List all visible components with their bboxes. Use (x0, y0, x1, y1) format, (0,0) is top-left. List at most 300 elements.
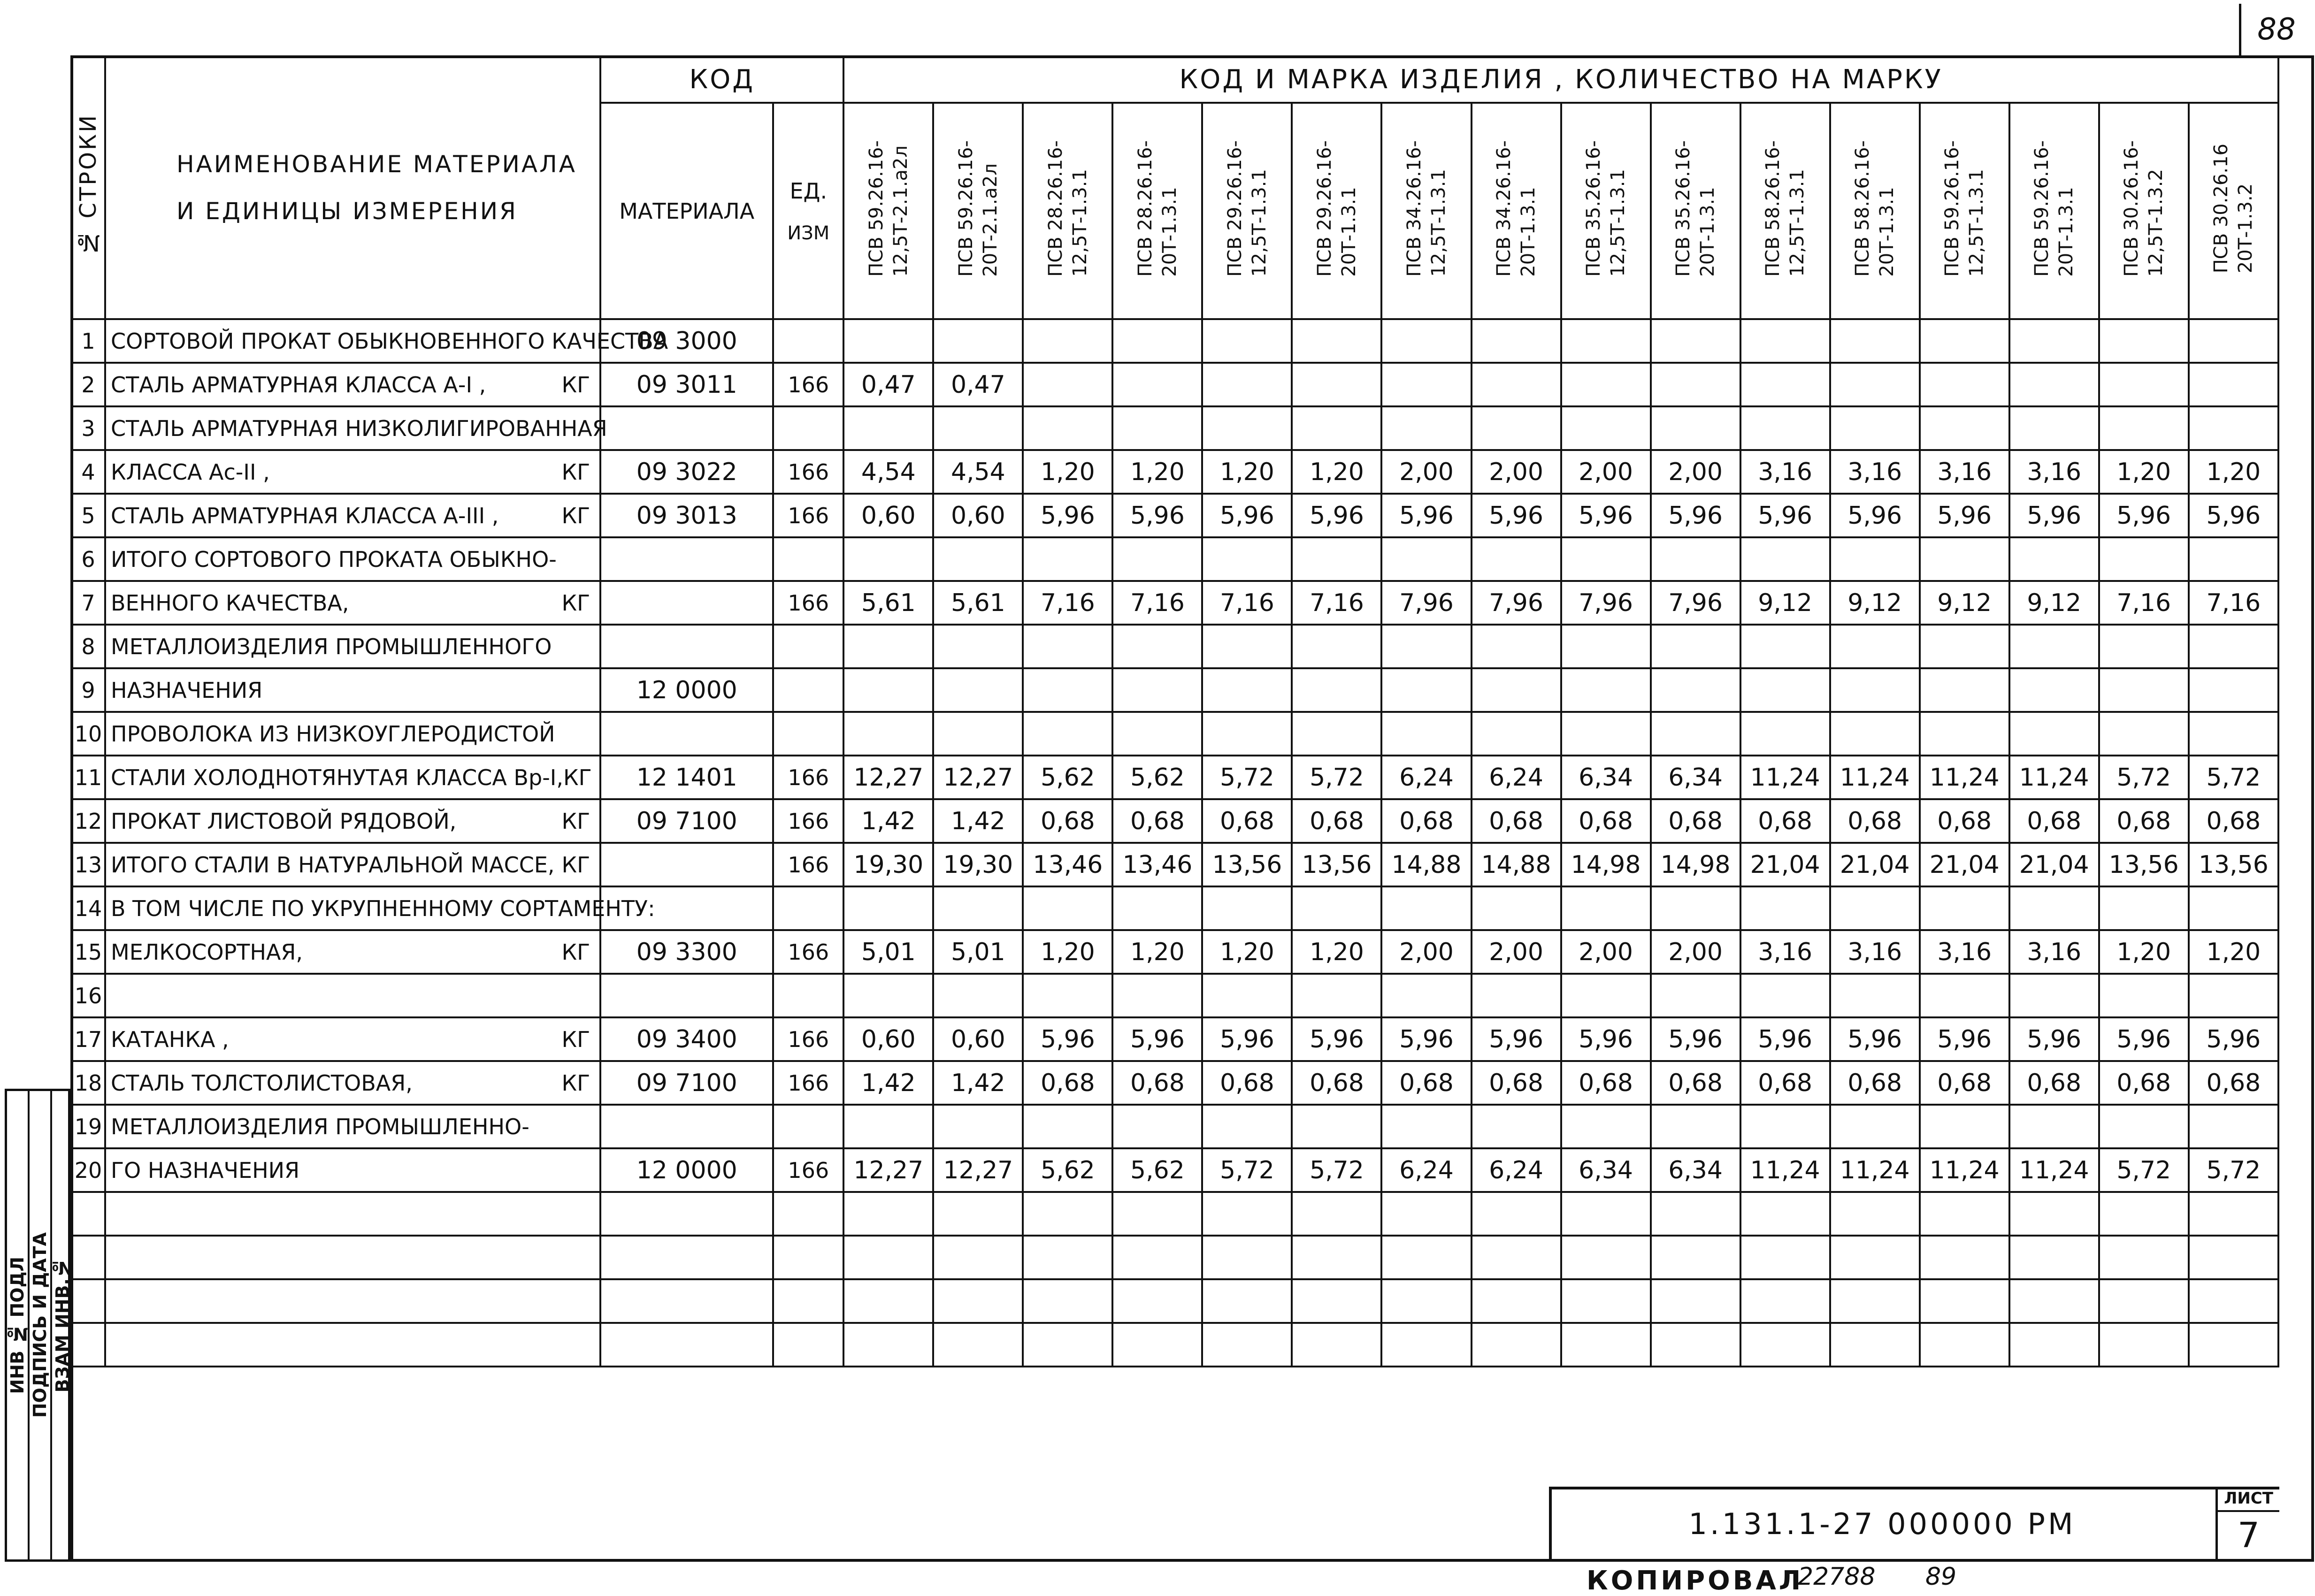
product-header: ПСВ 28.26.16- 12,5Т-1.3.1 (1023, 103, 1112, 319)
table-row (71, 363, 2278, 406)
empty-cell (1112, 1279, 1202, 1323)
material-code (600, 406, 773, 450)
empty-cell (1651, 1323, 1740, 1367)
empty-cell (1740, 1279, 1830, 1323)
quantity-cell: 3,16 (1830, 450, 1920, 494)
quantity-cell (1112, 319, 1202, 363)
quantity-cell: 3,16 (1830, 930, 1920, 974)
quantity-cell: 7,96 (1381, 581, 1471, 625)
quantity-cell: 9,12 (1830, 581, 1920, 625)
material-code: 09 3000 (600, 319, 773, 363)
quantity-cell: 5,72 (1202, 756, 1292, 799)
table-row (71, 668, 2278, 712)
row-number: 4 (71, 450, 105, 494)
quantity-cell (1740, 625, 1830, 668)
quantity-cell (1202, 1105, 1292, 1148)
unit-code: 166 (773, 930, 843, 974)
product-header: ПСВ 59.26.16- 12,5Т-2.1.а2л (843, 103, 933, 319)
quantity-cell: 2,00 (1651, 450, 1740, 494)
quantity-cell: 5,96 (1381, 1017, 1471, 1061)
quantity-cell (1740, 668, 1830, 712)
empty-cell (1381, 1236, 1471, 1279)
quantity-cell: 0,68 (1561, 799, 1651, 843)
material-name: КЛАССА Ас-II , (111, 459, 270, 485)
empty-cell (1023, 1236, 1112, 1279)
quantity-cell (1112, 668, 1202, 712)
quantity-cell (1381, 886, 1471, 930)
quantity-cell (1292, 886, 1381, 930)
row-number: 6 (71, 537, 105, 581)
empty-cell (1920, 1279, 2009, 1323)
quantity-cell: 5,01 (843, 930, 933, 974)
unit-code: 166 (773, 799, 843, 843)
quantity-cell (2009, 1105, 2099, 1148)
quantity-cell: 0,68 (1112, 1061, 1202, 1105)
quantity-cell: 2,00 (1381, 930, 1471, 974)
material-name-cell (105, 494, 600, 537)
material-name: ИТОГО СТАЛИ В НАТУРАЛЬНОЙ МАССЕ, (111, 852, 555, 878)
row-number: 5 (71, 494, 105, 537)
quantity-cell: 7,16 (2189, 581, 2278, 625)
quantity-cell (933, 712, 1023, 756)
material-code: 09 3011 (600, 363, 773, 406)
quantity-cell: 2,00 (1651, 930, 1740, 974)
material-code: 12 0000 (600, 668, 773, 712)
quantity-cell: 1,20 (1202, 450, 1292, 494)
quantity-cell: 11,24 (1920, 756, 2009, 799)
quantity-cell: 5,62 (1112, 1148, 1202, 1192)
quantity-cell (2099, 668, 2189, 712)
quantity-cell: 0,68 (1740, 799, 1830, 843)
quantity-cell (843, 319, 933, 363)
row-number: 20 (71, 1148, 105, 1192)
empty-cell (1381, 1323, 1471, 1367)
material-name-cell (105, 930, 600, 974)
quantity-cell: 5,96 (1651, 1017, 1740, 1061)
quantity-cell (1023, 712, 1112, 756)
quantity-cell (1830, 363, 1920, 406)
quantity-cell: 5,96 (1202, 494, 1292, 537)
empty-cell (773, 1323, 843, 1367)
empty-cell (71, 1192, 105, 1236)
quantity-cell (2189, 886, 2278, 930)
empty-cell (105, 1323, 600, 1367)
quantity-cell: 5,01 (933, 930, 1023, 974)
quantity-cell (2189, 712, 2278, 756)
quantity-cell: 5,72 (2189, 1148, 2278, 1192)
table-row (71, 537, 2278, 581)
quantity-cell: 5,62 (1023, 1148, 1112, 1192)
quantity-cell (1112, 625, 1202, 668)
table-row (71, 450, 2278, 494)
quantity-cell: 1,20 (1023, 930, 1112, 974)
quantity-cell (2009, 886, 2099, 930)
material-name-cell (105, 1148, 600, 1192)
row-number: 8 (71, 625, 105, 668)
empty-cell (1292, 1323, 1381, 1367)
empty-cell (1651, 1279, 1740, 1323)
quantity-cell (1561, 406, 1651, 450)
quantity-cell: 5,72 (2189, 756, 2278, 799)
row-number: 15 (71, 930, 105, 974)
quantity-cell (1561, 886, 1651, 930)
quantity-cell (933, 319, 1023, 363)
quantity-cell: 5,61 (843, 581, 933, 625)
quantity-cell: 5,96 (1023, 1017, 1112, 1061)
material-unit: КГ (561, 939, 590, 965)
unit-code: 166 (773, 756, 843, 799)
quantity-cell (1381, 537, 1471, 581)
material-code (600, 843, 773, 886)
quantity-cell (933, 537, 1023, 581)
product-header: ПСВ 34.26.16- 20Т-1.3.1 (1472, 103, 1561, 319)
quantity-cell: 6,34 (1651, 756, 1740, 799)
empty-cell (843, 1236, 933, 1279)
quantity-cell: 5,96 (1920, 1017, 2009, 1061)
quantity-cell (1023, 625, 1112, 668)
quantity-cell (1472, 712, 1561, 756)
quantity-cell (1202, 625, 1292, 668)
quantity-cell: 4,54 (843, 450, 933, 494)
quantity-cell: 5,72 (2099, 1148, 2189, 1192)
quantity-cell (1202, 406, 1292, 450)
empty-cell (71, 1236, 105, 1279)
quantity-cell (1920, 537, 2009, 581)
quantity-cell (1292, 406, 1381, 450)
material-unit: КГ (561, 459, 590, 485)
quantity-cell (1561, 625, 1651, 668)
unit-code (773, 886, 843, 930)
row-number: 19 (71, 1105, 105, 1148)
quantity-cell (1920, 319, 2009, 363)
quantity-cell: 5,96 (1202, 1017, 1292, 1061)
empty-cell (1202, 1236, 1292, 1279)
quantity-cell (1920, 406, 2009, 450)
quantity-cell: 13,46 (1112, 843, 1202, 886)
material-unit: КГ (561, 372, 590, 397)
unit-code (773, 1105, 843, 1148)
table-row (71, 974, 2278, 1017)
empty-cell (1740, 1236, 1830, 1279)
empty-cell (105, 1279, 600, 1323)
quantity-cell: 9,12 (1740, 581, 1830, 625)
quantity-cell: 5,96 (1830, 1017, 1920, 1061)
empty-cell (933, 1323, 1023, 1367)
quantity-cell (1112, 1105, 1202, 1148)
quantity-cell (2009, 406, 2099, 450)
quantity-cell: 7,96 (1651, 581, 1740, 625)
material-name: ПРОКАТ ЛИСТОВОЙ РЯДОВОЙ, (111, 808, 457, 834)
quantity-cell: 5,96 (2009, 494, 2099, 537)
row-number: 9 (71, 668, 105, 712)
material-code (600, 1105, 773, 1148)
quantity-cell (1381, 363, 1471, 406)
empty-row (71, 1192, 2278, 1236)
quantity-cell: 5,96 (2189, 494, 2278, 537)
copied-by-label: КОПИРОВАЛ (1587, 1565, 1804, 1596)
empty-cell (1381, 1279, 1471, 1323)
unit-code: 166 (773, 1148, 843, 1192)
quantity-cell (1023, 1105, 1112, 1148)
table-row (71, 1148, 2278, 1192)
empty-cell (71, 1323, 105, 1367)
empty-cell (1830, 1323, 1920, 1367)
quantity-cell (1023, 319, 1112, 363)
quantity-cell: 1,42 (933, 1061, 1023, 1105)
material-unit: КГ (561, 852, 590, 878)
material-code: 09 3022 (600, 450, 773, 494)
row-number: 17 (71, 1017, 105, 1061)
empty-cell (933, 1279, 1023, 1323)
row-number: 1 (71, 319, 105, 363)
quantity-cell: 6,34 (1651, 1148, 1740, 1192)
quantity-cell: 0,68 (2099, 1061, 2189, 1105)
quantity-cell: 12,27 (933, 1148, 1023, 1192)
quantity-cell (1920, 1105, 2009, 1148)
product-header: ПСВ 28.26.16- 20Т-1.3.1 (1112, 103, 1202, 319)
quantity-cell: 19,30 (933, 843, 1023, 886)
quantity-cell: 2,00 (1561, 930, 1651, 974)
quantity-cell: 5,96 (1740, 1017, 1830, 1061)
empty-cell (1472, 1236, 1561, 1279)
quantity-cell: 6,24 (1381, 756, 1471, 799)
quantity-cell (1830, 712, 1920, 756)
quantity-cell: 0,68 (1381, 799, 1471, 843)
quantity-cell (1292, 537, 1381, 581)
quantity-cell (1651, 974, 1740, 1017)
empty-cell (1561, 1236, 1651, 1279)
material-unit: КГ (561, 1026, 590, 1052)
row-number: 11 (71, 756, 105, 799)
quantity-cell: 0,68 (1292, 1061, 1381, 1105)
quantity-cell: 11,24 (2009, 756, 2099, 799)
row-number: 14 (71, 886, 105, 930)
quantity-cell (1292, 712, 1381, 756)
quantity-cell (1830, 886, 1920, 930)
quantity-cell (933, 974, 1023, 1017)
quantity-cell (1561, 319, 1651, 363)
quantity-cell (933, 886, 1023, 930)
quantity-cell: 1,20 (1292, 450, 1381, 494)
quantity-cell (2099, 974, 2189, 1017)
quantity-cell (2189, 363, 2278, 406)
quantity-cell: 21,04 (1740, 843, 1830, 886)
quantity-cell: 0,68 (2009, 1061, 2099, 1105)
row-number: 10 (71, 712, 105, 756)
quantity-cell (1292, 974, 1381, 1017)
empty-cell (1202, 1323, 1292, 1367)
quantity-cell (1292, 625, 1381, 668)
quantity-cell: 5,96 (1561, 494, 1651, 537)
quantity-cell (1202, 668, 1292, 712)
quantity-cell: 0,68 (2189, 799, 2278, 843)
empty-cell (773, 1236, 843, 1279)
table-row (71, 625, 2278, 668)
empty-cell (2009, 1279, 2099, 1323)
quantity-cell: 6,34 (1561, 1148, 1651, 1192)
quantity-cell (843, 712, 933, 756)
quantity-cell (1292, 363, 1381, 406)
quantity-cell: 7,16 (1112, 581, 1202, 625)
quantity-cell (2099, 625, 2189, 668)
empty-cell (600, 1192, 773, 1236)
quantity-cell (1381, 319, 1471, 363)
quantity-cell (843, 537, 933, 581)
empty-cell (1023, 1279, 1112, 1323)
quantity-cell (1651, 668, 1740, 712)
empty-cell (1920, 1323, 2009, 1367)
empty-cell (843, 1192, 933, 1236)
empty-cell (2009, 1192, 2099, 1236)
quantity-cell: 5,61 (933, 581, 1023, 625)
quantity-cell: 14,98 (1651, 843, 1740, 886)
quantity-cell: 5,96 (1920, 494, 2009, 537)
quantity-cell (1023, 886, 1112, 930)
quantity-cell (1740, 974, 1830, 1017)
empty-cell (1381, 1192, 1471, 1236)
quantity-cell (2189, 1105, 2278, 1148)
empty-cell (1472, 1279, 1561, 1323)
quantity-cell: 11,24 (1920, 1148, 2009, 1192)
unit-code: 166 (773, 1061, 843, 1105)
quantity-cell: 0,68 (1651, 1061, 1740, 1105)
quantity-cell (1651, 537, 1740, 581)
quantity-cell: 13,56 (2099, 843, 2189, 886)
quantity-cell: 0,68 (1472, 799, 1561, 843)
table-row (71, 712, 2278, 756)
material-name-cell (105, 1061, 600, 1105)
quantity-cell (1830, 974, 1920, 1017)
quantity-cell: 0,60 (843, 494, 933, 537)
quantity-cell (1202, 363, 1292, 406)
stamp-cell: ИНВ № ПОДЛ (7, 1091, 30, 1559)
quantity-cell (1381, 625, 1471, 668)
empty-cell (2189, 1279, 2278, 1323)
product-header: ПСВ 29.26.16- 12,5Т-1.3.1 (1202, 103, 1292, 319)
quantity-cell (2189, 406, 2278, 450)
quantity-cell: 0,68 (1740, 1061, 1830, 1105)
quantity-cell: 0,68 (1472, 1061, 1561, 1105)
empty-row (71, 1279, 2278, 1323)
product-header: ПСВ 35.26.16- 12,5Т-1.3.1 (1561, 103, 1651, 319)
unit-code: 166 (773, 581, 843, 625)
empty-cell (2099, 1236, 2189, 1279)
table-row (71, 1061, 2278, 1105)
unit-code-header: ЕД. ИЗМ (773, 103, 843, 319)
empty-cell (1651, 1236, 1740, 1279)
quantity-cell (2099, 363, 2189, 406)
quantity-cell (933, 668, 1023, 712)
table-row (71, 886, 2278, 930)
material-name-header: НАИМЕНОВАНИЕ МАТЕРИАЛА И ЕДИНИЦЫ ИЗМЕРЕНИЯ (105, 56, 600, 319)
quantity-cell: 0,68 (1830, 799, 1920, 843)
row-number: 3 (71, 406, 105, 450)
quantity-cell (1023, 537, 1112, 581)
quantity-cell: 5,96 (2189, 1017, 2278, 1061)
quantity-cell: 1,20 (1112, 930, 1202, 974)
unit-code (773, 537, 843, 581)
material-code (600, 974, 773, 1017)
quantity-cell: 3,16 (1740, 930, 1830, 974)
quantity-cell: 5,96 (1740, 494, 1830, 537)
material-code: 09 7100 (600, 799, 773, 843)
material-name: В ТОМ ЧИСЛЕ ПО УКРУПНЕННОМУ СОРТАМЕНТУ: (111, 895, 655, 921)
quantity-cell: 0,68 (1112, 799, 1202, 843)
row-number: 16 (71, 974, 105, 1017)
material-name-cell (105, 668, 600, 712)
product-header: ПСВ 30.26.16- 12,5Т-1.3.2 (2099, 103, 2189, 319)
product-header: ПСВ 35.26.16- 20Т-1.3.1 (1651, 103, 1740, 319)
row-number: 7 (71, 581, 105, 625)
quantity-cell: 0,68 (2189, 1061, 2278, 1105)
material-name: СТАЛЬ ТОЛСТОЛИСТОВАЯ, (111, 1070, 413, 1096)
quantity-cell: 13,56 (2189, 843, 2278, 886)
material-code: 09 3400 (600, 1017, 773, 1061)
quantity-cell (1472, 668, 1561, 712)
unit-code: 166 (773, 843, 843, 886)
unit-code (773, 319, 843, 363)
quantity-cell: 5,72 (1292, 1148, 1381, 1192)
material-name: ВЕННОГО КАЧЕСТВА, (111, 590, 349, 616)
quantity-cell: 5,62 (1023, 756, 1112, 799)
material-code-header: МАТЕРИАЛА (600, 103, 773, 319)
empty-cell (843, 1323, 933, 1367)
empty-cell (933, 1236, 1023, 1279)
quantity-cell (1740, 1105, 1830, 1148)
code-group-header: КОД (600, 56, 843, 103)
material-code (600, 712, 773, 756)
stamp-cell: ВЗАМ ИНВ.№ (52, 1258, 73, 1393)
quantity-cell (1112, 406, 1202, 450)
quantity-cell: 5,96 (1112, 494, 1202, 537)
quantity-cell (1920, 625, 2009, 668)
quantity-cell (2009, 319, 2099, 363)
quantity-cell: 0,68 (1023, 799, 1112, 843)
quantity-cell (2009, 537, 2099, 581)
material-name: СТАЛЬ АРМАТУРНАЯ КЛАССА А-I , (111, 372, 486, 397)
quantity-cell: 2,00 (1381, 450, 1471, 494)
quantity-cell (843, 974, 933, 1017)
empty-cell (105, 1236, 600, 1279)
quantity-cell (1561, 974, 1651, 1017)
quantity-cell (2009, 668, 2099, 712)
quantity-cell (1381, 712, 1471, 756)
quantity-cell: 21,04 (1830, 843, 1920, 886)
quantity-cell: 12,27 (843, 1148, 933, 1192)
empty-cell (1920, 1192, 2009, 1236)
quantity-cell: 2,00 (1561, 450, 1651, 494)
quantity-cell: 0,60 (933, 494, 1023, 537)
quantity-cell (1920, 712, 2009, 756)
sheet-number: 7 (2237, 1515, 2260, 1556)
empty-cell (2009, 1236, 2099, 1279)
sheet-label: ЛИСТ (2218, 1487, 2279, 1512)
quantity-cell (1651, 625, 1740, 668)
empty-row (71, 1236, 2278, 1279)
quantity-cell: 12,27 (843, 756, 933, 799)
material-unit: КГ (563, 764, 592, 790)
quantity-cell (2099, 886, 2189, 930)
material-name-cell (105, 1017, 600, 1061)
quantity-cell (843, 1105, 933, 1148)
material-name: КАТАНКА , (111, 1026, 229, 1052)
quantity-cell: 6,24 (1472, 756, 1561, 799)
quantity-cell (933, 1105, 1023, 1148)
empty-cell (1112, 1236, 1202, 1279)
quantity-cell (1561, 1105, 1651, 1148)
quantity-cell (1472, 625, 1561, 668)
side-stamp (5, 1089, 73, 1562)
